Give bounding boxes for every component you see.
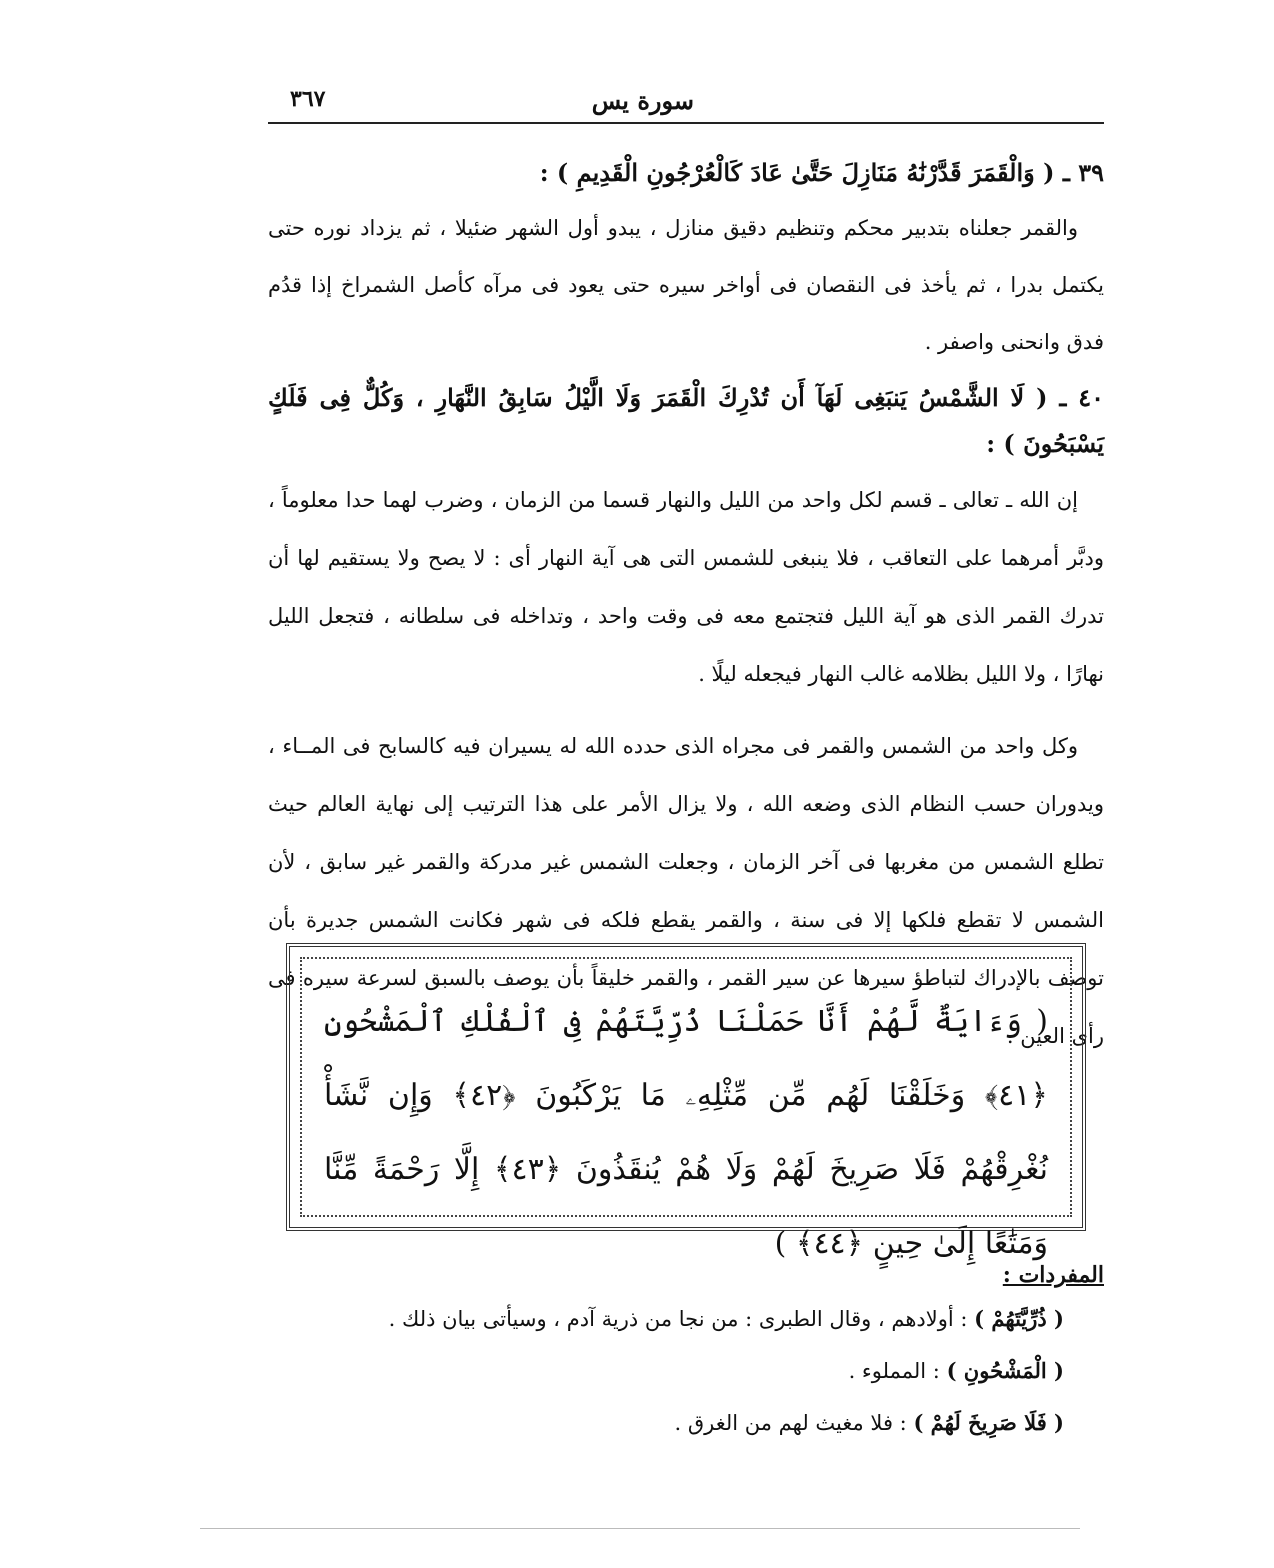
vocab-item bbox=[268, 1345, 1104, 1397]
spacer bbox=[268, 703, 1104, 717]
paragraph-40-2: وكل واحد من الشمس والقمر فى مجراه الذى حدده الله له يسيران فيه كالسابح فى المــاء ، ويدوران حسب النظام الذى وضعه الله ، ولا يزال الأمر على هذا الترتيب إلى نهاية العالم حيث تطلع الشمس من مغربها فى آخر الزمان ، وجعلت الشمس غير مدركة والقمر غير سابق ، لأن الشمس لا تقطع فلكها إلا فى سنة ، والقمر يقطع فلكه فى شهر فكانت الشمس جديرة بأن توصف بالإدراك لتباطؤ سيرها عن سير القمر ، والقمر خليقاً بأن يوصف بالسبق لسرعة سيره فى رأى العين . bbox=[268, 734, 1104, 1048]
vocabulary-section bbox=[268, 1257, 1104, 1449]
vocab-definition: : أولادهم ، وقال الطبرى : من نجا من ذرية آدم ، وسيأتى بيان ذلك . bbox=[388, 1307, 968, 1331]
vocab-definition: : فلا مغيث لهم من الغرق . bbox=[674, 1411, 907, 1435]
verse-40-heading: ٤٠ ـ ( لَا الشَّمْسُ يَنبَغِى لَهَآ أَن تُدْرِكَ الْقَمَرَ وَلَا الَّيْلُ سَابِقُ النَّهَارِ ، وَكُلٌّ فِى فَلَكٍ يَسْبَحُونَ ) : bbox=[268, 383, 1104, 458]
surah-title: سورة يس bbox=[591, 86, 694, 115]
paragraph-40-1: إن الله ـ تعالى ـ قسم لكل واحد من الليل والنهار قسما من الزمان ، وضرب لهما حدا معلوماً ، ودبَّر أمرهما على التعاقب ، فلا ينبغى للشمس التى هى آية النهار أى : لا يصح ولا يستقيم لها أن تدرك القمر الذى هو آية الليل فتجتمع معه فى وقت واحد ، وتداخله فى سلطانه ، فتجعل الليل نهارًا ، ولا الليل بظلامه غالب النهار فيجعله ليلًا . bbox=[268, 488, 1104, 686]
page-number: ٣٦٧ bbox=[290, 86, 326, 112]
page-header bbox=[268, 78, 1104, 122]
footer-divider bbox=[200, 1528, 1080, 1529]
vocab-item bbox=[268, 1293, 1104, 1345]
verse-39-heading: ٣٩ ـ ( وَالْقَمَرَ قَدَّرْنَٰهُ مَنَازِلَ حَتَّىٰ عَادَ كَالْعُرْجُونِ الْقَدِيمِ ) : bbox=[539, 158, 1104, 187]
paragraph-39-1: والقمر جعلناه بتدبير محكم وتنظيم دقيق منازل ، يبدو أول الشهر ضئيلا ، ثم يزداد نوره حتى يكتمل بدرا ، ثم يأخذ فى النقصان فى أواخر سيره حتى يعود فى مرآه كأصل الشمراخ إذا قدُم فدق وانحنى واصفر . bbox=[268, 216, 1104, 354]
vocab-term: ( فَلَا صَرِيخَ لَهُمْ ) bbox=[913, 1410, 1064, 1435]
vocab-term: ( الْمَشْحُونِ ) bbox=[946, 1358, 1064, 1383]
quran-verse-box bbox=[286, 943, 1086, 1261]
header-divider bbox=[268, 122, 1104, 124]
vocab-term: ( ذُرِّيَّتَهُمْ ) bbox=[974, 1306, 1064, 1331]
vocab-definition: : المملوء . bbox=[848, 1359, 940, 1383]
commentary-body bbox=[268, 150, 1104, 1065]
quran-verses-41-44: ( وَءَايَةٌ لَّهُمْ أَنَّا حَمَلْنَا ذُرِّيَّتَهُمْ فِى ٱلْفُلْكِ ٱلْمَشْحُونِ ﴿٤١﴾ وَخَلَقْنَا لَهُم مِّن مِّثْلِهِۦ مَا يَرْكَبُونَ ﴿٤٢﴾ وَإِن نَّشَأْ نُغْرِقْهُمْ فَلَا صَرِيخَ لَهُمْ وَلَا هُمْ يُنقَذُونَ ﴿٤٣﴾ إِلَّا رَحْمَةً مِّنَّا وَمَتَٰعًا إِلَىٰ حِينٍ ﴿٤٤﴾ ) bbox=[324, 1004, 1048, 1261]
vocab-item bbox=[268, 1397, 1104, 1449]
vocabulary-title: المفردات : bbox=[1002, 1262, 1104, 1288]
